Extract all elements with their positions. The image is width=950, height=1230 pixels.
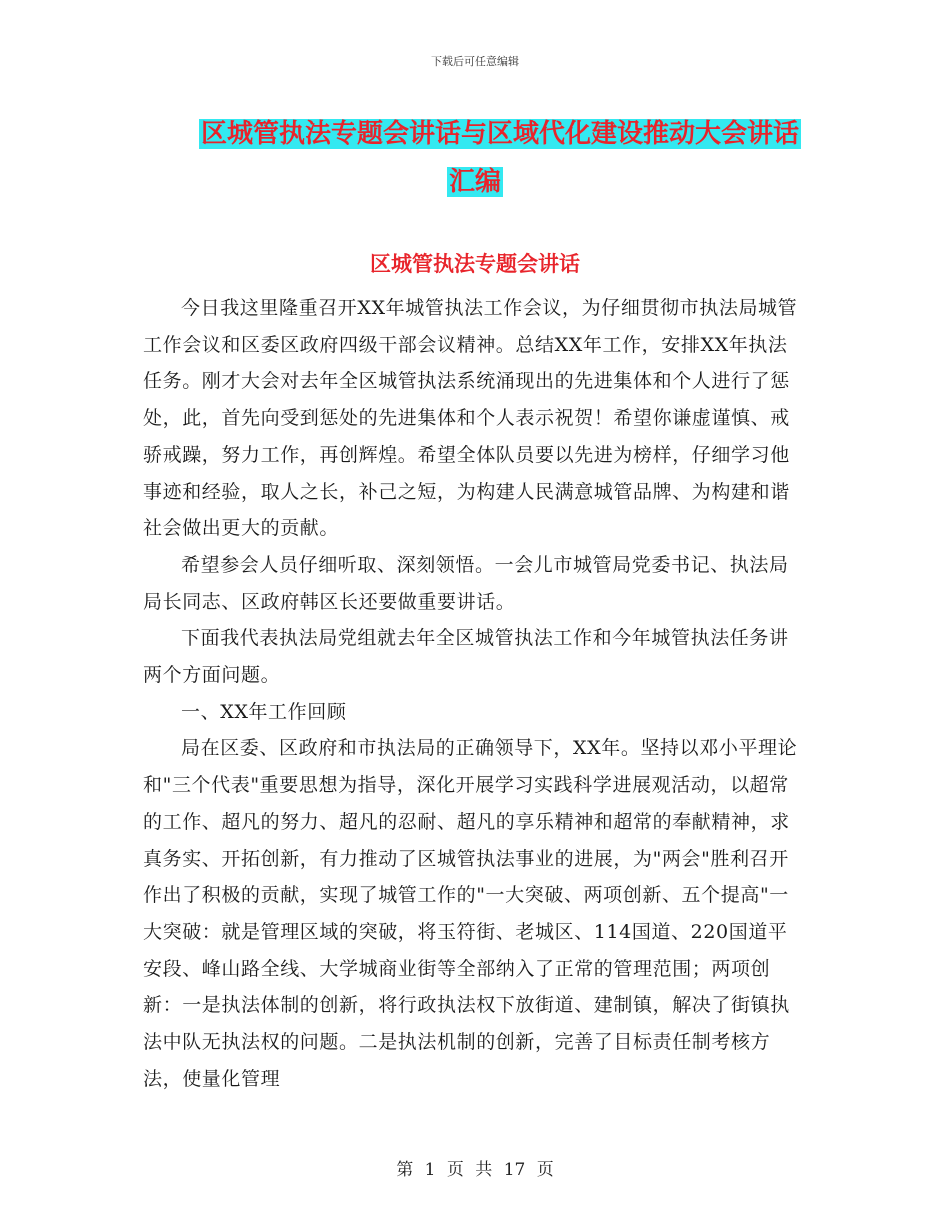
- section-heading: 一、XX年工作回顾: [181, 700, 347, 723]
- title-line-1: 区城管执法专题会讲话与区域代化建设推动大会讲话: [200, 119, 799, 149]
- title-line-2: 汇编: [448, 167, 501, 197]
- document-title: [0, 110, 950, 206]
- page-footer: 第 1 页 共 17 页: [396, 1160, 554, 1180]
- paragraph: 今日我这里隆重召开XX年城管执法工作会议，为仔细贯彻市执法局城管工作会议和区委区政府四级干部会议精神。总结XX年工作，安排XX年执法任务。刚才大会对去年全区城管执法系统涌现出的先进集体和个人进行了惩处，此，首先向受到惩处的先进集体和个人表示祝贺！希望你谦虚谨慎、戒骄戒躁，努力工作，再创辉煌。希望全体队员要以先进为榜样，仔细学习他事迹和经验，取人之长，补己之短，为构建人民满意城管品牌、为构建和谐社会做出更大的贡献。: [143, 297, 798, 540]
- paragraph: 局在区委、区政府和市执法局的正确领导下，XX年。坚持以邓小平理论和"三个代表"重要思想为指导，深化开展学习实践科学进展观活动，以超常的工作、超凡的努力、超凡的忍耐、超凡的享乐精神和超常的奉献精神，求真务实、开拓创新，有力推动了区城管执法事业的进展，为"两会"胜利召开作出了积极的贡献，实现了城管工作的"一大突破、两项创新、五个提高"一大突破：就是管理区域的突破，将玉符街、老城区、114国道、220国道平安段、峰山路全线、大学城商业街等全部纳入了正常的管理范围；两项创新：一是执法体制的创新，将行政执法权下放街道、建制镇，解决了街镇执法中队无执法权的问题。二是执法机制的创新，完善了目标责任制考核方法，使量化管理: [143, 737, 798, 1090]
- paragraph: 下面我代表执法局党组就去年全区城管执法工作和今年城管执法任务讲两个方面问题。: [143, 627, 789, 687]
- body-text: [143, 290, 805, 1097]
- header-note: 下载后可任意编辑: [431, 55, 519, 68]
- section-title: 区城管执法专题会讲话: [370, 252, 580, 276]
- paragraph: 希望参会人员仔细听取、深刻领悟。一会儿市城管局党委书记、执法局局长同志、区政府韩区长还要做重要讲话。: [143, 553, 789, 613]
